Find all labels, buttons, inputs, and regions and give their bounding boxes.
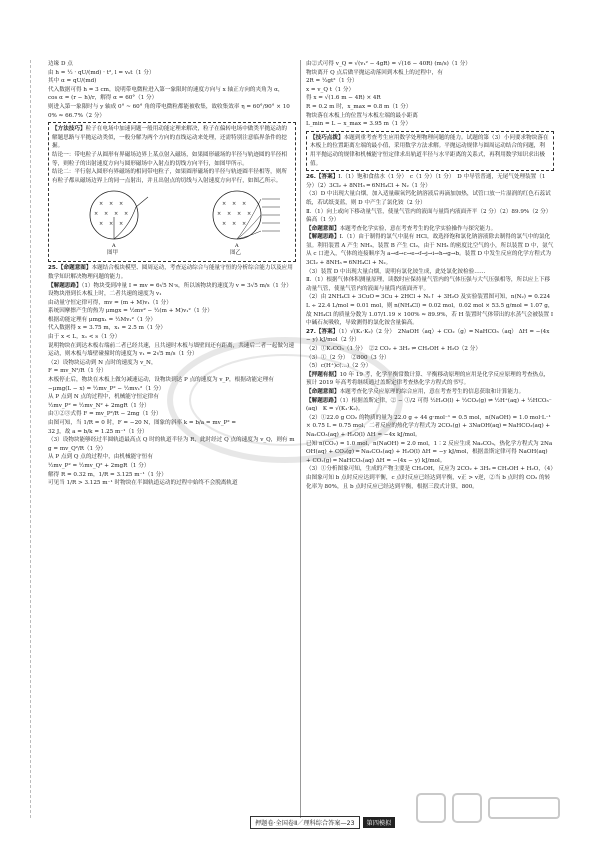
text-line: 物块离开 Q 点后做平抛运动落回到木板上的过程中，有 bbox=[306, 69, 443, 76]
text-line: （5）c(H⁺)c(…)（2 分） bbox=[306, 363, 372, 370]
text-line: 从 P 点到 Q 点的过程中，由机械能守恒有 bbox=[48, 454, 153, 461]
text-line: （2）①K₂CO₃（1 分） ②2 CO₂ + 3H₂ ⇌ CH₃OH + H₂O（2 分） bbox=[306, 346, 481, 352]
text-line: 由于 x < L，x₁ < s（1 分） bbox=[48, 334, 121, 341]
method-tip-box bbox=[48, 122, 296, 262]
svg-text:×: × bbox=[247, 211, 252, 218]
svg-text:×: × bbox=[119, 201, 124, 208]
svg-text:×: × bbox=[109, 221, 114, 228]
text-line: 由①②③式得 F = mv_P²/R − 2mg（1 分） bbox=[48, 411, 162, 418]
text-line: 2R = ½gt²（1 分） bbox=[306, 78, 358, 85]
svg-text:×: × bbox=[232, 201, 237, 208]
footer-badge: 第四模拟 bbox=[363, 817, 396, 828]
method-tip-body: 结论一：带电粒子从圆形有界磁场边界上某点射入磁场，如果圆形磁场的半径与轨迹圆的半径相等，则粒子的出射速度方向与圆形磁场中入射点的切线方向平行，如图甲所示。 bbox=[52, 151, 287, 167]
text-line: 代入数据可得 h = 3 cm，说明带电微粒进入第一象限时的速度方向与 x 轴正方向的夹角为 α， bbox=[48, 86, 284, 93]
text-line: 由图可知，当 1/R = 0 时，F = −20 N，图象的斜率 k = b/a = mv_P² = bbox=[48, 420, 237, 426]
svg-text:×: × bbox=[242, 221, 247, 228]
binding-margin-line bbox=[30, 60, 31, 818]
svg-text:×: × bbox=[119, 221, 124, 228]
figure-b-caption: 图乙 bbox=[230, 250, 242, 257]
q27-prediction: 10 年 19 考，化学平衡常数计算、平衡移动原理的应用是化学反应原理的考查热点，预计 2019 年高考将继续通过盖斯定律考查热化学方程式的书写。 bbox=[306, 371, 550, 387]
svg-text:×: × bbox=[104, 211, 109, 218]
text-line: x = v_Q t（1 分） bbox=[306, 86, 355, 93]
text-line: （2）设物块运动到 N 点时的速度为 v_N， bbox=[48, 359, 157, 366]
skill-tip-title: 【技巧点拨】 bbox=[310, 134, 344, 141]
text-line: 得 x = √(1.6 m − 4R) × 4R bbox=[306, 95, 381, 102]
skill-tip-body: 本题到重考查考生应用数学处理物理问题的能力。试题的第（3）小问要求物块落在木板上的位置距离左端的最小值，采用数学方法求解。平抛运动规律与圆周运动结合的问题，利用平抛运动的规律和机械能守恒定律求出轨道半径与水平距离的关系式，再利用数学知识求出极值。 bbox=[310, 134, 549, 167]
q25-intent: 本题结合板块模型、圆周运动，考查运动综合与能量守恒的分析综合能力以及应用数学知识解决物理问题的能力。 bbox=[48, 265, 293, 280]
text-line: −μmg(L − x) = ½mv_P² − ½mv₁²（1 分） bbox=[48, 385, 165, 392]
svg-text:×: × bbox=[114, 211, 119, 218]
left-column bbox=[48, 60, 296, 488]
text-line: R = 0.2 m 时，x_max = 0.8 m（1 分） bbox=[306, 103, 412, 110]
text-line: （3）①分析图象可知，生成的产物主要是 CH₃OH，反应为 2CO₂ + 3H₂ ═ CH₃OH + H₂O，（4）由图象可知 b 点时反应达到平衡，c 点时反应已经达到平衡，v正 > v逆，②当 b 点时的 CO₂ 的转化率为 80%，且 b 点时反应已经达到平衡，根据三段式计算，800。 bbox=[306, 466, 554, 490]
method-tip-body: 结论二：平行射入圆形有界磁场的相同带电粒子，如果圆形磁场的半径与轨迹圆半径相等，则所有粒子都从磁场边界上的同一点射出，并且出射点的切线与入射速度方向平行，如图乙所示。 bbox=[52, 169, 287, 184]
figure-b-diagram bbox=[192, 187, 282, 249]
q27-intent: 本题考查化学反应原理的综合应用，意在考查考生的信息获取和计算能力。 bbox=[339, 388, 525, 395]
text-line: （3）设物块能够经过半圆轨道最高点 Q 时的轨道半径为 R，此时经过 Q 点的速度为 v_Q，则有 mg = mv_Q²/R（1 分） bbox=[48, 437, 295, 452]
text-line: （3）D 中出现大量白烟，加入适量碳氧钙化钠溶液后再滴加加热，试管口放一片湿润的红色石蕊试纸，若试纸变蓝，则 D 中产生了氯化铵（2 分） bbox=[306, 191, 551, 206]
text-line: ½mv_P² = ½mv_N² + 2mgR（1 分） bbox=[48, 402, 150, 409]
text-line: 木板停止后，物块在木板上做匀减速运动，设物块到达 P 点的速度为 v_P，根据动能定理有 bbox=[48, 377, 274, 384]
svg-text:×: × bbox=[222, 221, 227, 228]
method-tip-title: 【方法技巧】 bbox=[52, 126, 86, 133]
text-line: Ⅱ.（1）根据气体体积测量原理，读数时应保持量气管内的气体压强与大气压强相等，所以应上下移动量气管，使量气管内的液面与量筒内液面齐平。 bbox=[306, 277, 551, 292]
text-line: Ⅰ.（1）饱和食盐水（1 分） c（1 分）（1 分） D 中导管普通，无尾气处理装置（1 分）（2）3Cl₂ + 8NH₃ ═ 6NH₄Cl + N₂（1 分） bbox=[306, 174, 546, 189]
text-line: （3）①（2 分） ②800（3 分） bbox=[306, 354, 390, 361]
svg-text:×: × bbox=[217, 211, 222, 218]
text-line: 已知 n(CO₂) = 1.0 mol，n(NaOH) = 2.0 mol，1∶2 反应生成 Na₂CO₃，热化学方程式为 2NaOH(aq) + CO₂(g) ═ Na₂CO₃(aq) + H₂O(l) ΔH = −y kJ/mol，根据盖斯定律可得 NaOH(aq) + CO₂(g) ═ NaHCO₃(aq) ΔH = −(4x − y) kJ/mol。 bbox=[306, 440, 553, 464]
q27-prediction-heading: 【押题有据】 bbox=[306, 371, 340, 378]
text-line: 边缘 D 点 bbox=[48, 61, 73, 67]
text-line: 由 h = ½ · qU/(md) · t², l = v₀t（1 分） bbox=[48, 69, 155, 76]
text-line: Ⅱ.（1）向上或向下移动量气管，使量气管内的液面与量筒内液面齐平（2 分）（2）89.9%（2 分）偏高（1 分） bbox=[306, 208, 552, 224]
svg-text:×: × bbox=[237, 211, 242, 218]
text-line: 设物块滑到长木板上时，二者共速的速度为 v₁ bbox=[48, 291, 162, 298]
text-line: （3）装置 D 中出现大量白烟，说明有氯化铵生成，此处氯化铵检验…… bbox=[306, 268, 486, 275]
text-line: cos α = (r − h)/r，解得 α = 60°（1 分） bbox=[48, 95, 158, 102]
text-line: 系统因摩擦产生的热为 μmgx = ½mv² − ½(m + M)v₁²（1 分） bbox=[48, 308, 213, 315]
text-line: 代入数据得 x = 3.75 m，x₁ = 2.5 m（1 分） bbox=[48, 325, 167, 332]
text-line: 从 P 点到 N 点的过程中，机械能守恒定律有 bbox=[48, 394, 159, 401]
text-line: 由动量守恒定律可得，mv = (m + M)v₁（1 分） bbox=[48, 299, 172, 306]
figure-a-caption: 图甲 bbox=[107, 250, 119, 257]
text-line: （1）根据盖斯定律，② − ①/2 可得 ½H₂O(l) + ½CO₂(g) ⇌ ½H⁺(aq) + ½HCO₃⁻(aq) K = √(K₁·K₂)。 bbox=[306, 397, 552, 413]
column-divider bbox=[300, 60, 301, 818]
fig-b-point-label: A bbox=[235, 243, 239, 250]
svg-text:×: × bbox=[124, 211, 129, 218]
fig-a-point-label: A bbox=[112, 243, 116, 250]
q27-solution-heading: 【解题思路】 bbox=[306, 397, 340, 404]
q26-heading: 26.【答案】 bbox=[306, 174, 339, 181]
q26-solution-heading: 【解题思路】 bbox=[306, 234, 340, 241]
q25-heading: 25.【命题意图】 bbox=[48, 265, 92, 272]
text-line: ½mv_P² = ½mv_Q² + 2mgR（1 分） bbox=[48, 462, 150, 469]
text-line: 根据动能定理有 μmgx₁ = ½Mv₁²（1 分） bbox=[48, 316, 157, 323]
text-line: 解得 R = 0.32 m，1/R = 3.125 m⁻¹（1 分） bbox=[48, 471, 167, 478]
text-line: 可见当 1/R > 3.125 m⁻¹ 时物块在半圆轨道运动的过程中始终不会脱离轨道 bbox=[48, 480, 238, 487]
svg-text:×: × bbox=[242, 201, 247, 208]
text-line: （2）由 2NH₄Cl + 3CuO ═ 3Cu + 2HCl + N₂↑ + 3H₂O 及实验装置图可知，n(N₂) = 0.224 L ÷ 22.4 L/mol = 0.01 mol，则 n(NH₄Cl) = 0.02 mol，0.02 mol × 53.5 g/mol = 1.07 g，故 NH₄Cl 的质量分数为 1.07/1.19 × 100% ≈ 89.9%，若 H 装置时气体带出的水蒸气会被装置 I 中碱石灰吸收，导致测得的氯化铵含量偏高。 bbox=[306, 294, 554, 327]
page-footer bbox=[250, 816, 395, 828]
magnetic-field-figures bbox=[52, 187, 292, 257]
skill-tip-box bbox=[306, 131, 554, 171]
text-line: 说明物块在到达木板右端前二者已经共速，且共速时木板与墙壁间还有距离，共速后二者一起做匀速运动，则木板与墙壁碰撞时的速度为 v₁ = 2√5 m/s（1 分） bbox=[48, 342, 295, 358]
text-line: L_min = L − x_max = 3.95 m（1 分） bbox=[306, 121, 412, 128]
svg-text:×: × bbox=[109, 201, 114, 208]
method-tip-body: 粒子在电场中加速问题一般用动能定理来解决，粒子在偏转电场中做类平抛运动的解题思路与平抛运动类似，一般分解为两个方向的直线运动来处理，还需特别注意临界条件的挖掘。 bbox=[52, 126, 287, 150]
text-line: 物块落在木板上的位置与木板左端的最小距离 bbox=[306, 112, 418, 119]
text-line: Ⅰ.（1）由于制得的氯气中混有 HCl，故选择饱和氯化钠溶液除去制得的氯气中的氯化氢。利用装置 A 产生 NH₃，装置 B 产生 Cl₂，由于 NH₃ 的密度比空气的小，所以装置 D 中，氨气从 c 口进入，气体的连接顺序为 a→d→c→e→f→j→i→h→g→b。装置 D 中发生反应的化学方程式为 3Cl₂ + 8NH₃ ═ 6NH₄Cl + N₂。 bbox=[306, 234, 554, 267]
q27-intent-heading: 【命题意图】 bbox=[306, 388, 340, 395]
text-line: 其中 α = qU/(md) bbox=[48, 78, 97, 85]
text-line: （2）①22.0 g CO₂ 的物质的量为 22.0 g ÷ 44 g·mol⁻¹ = 0.5 mol，n(NaOH) = 1.0 mol·L⁻¹ × 0.75 L = 0.75 mol，二者反应的热化学方程式为 2CO₂(g) + 3NaOH(aq) ═ NaHCO₃(aq) + Na₂CO₃(aq) + H₂O(l) ΔH = −4x kJ/mol。 bbox=[306, 414, 551, 438]
text-line: （1）√(K₁·K₂)（2 分） 2NaOH（aq）+ CO₂（g）═ NaHCO₃（aq） ΔH = −(4x − y) kJ/mol（2 分） bbox=[306, 328, 550, 344]
svg-text:×: × bbox=[94, 211, 99, 218]
figure-a-diagram bbox=[74, 187, 154, 249]
q27-heading: 27.【答案】 bbox=[306, 328, 339, 335]
svg-text:×: × bbox=[227, 211, 232, 218]
text-line: 32 J，故 a = b/k = 1.25 m⁻¹（1 分） bbox=[48, 428, 148, 435]
text-line: 则进入第一象限时与 y 轴成 0° ~ 60° 角的带电微粒都能被收集，故收集效率 η = 60°/90° × 100% ≈ 66.7%（2 分） bbox=[48, 103, 290, 119]
corner-logo bbox=[415, 788, 565, 828]
q26-intent-heading: 【命题意图】 bbox=[306, 225, 340, 232]
q25-solution-heading: 【解题思路】 bbox=[48, 282, 82, 289]
q26-intent: 本题考查化学实验，意在考查考生的化学实验操作与探究能力。 bbox=[339, 225, 497, 232]
svg-text:×: × bbox=[222, 201, 227, 208]
text-line: F = mv_N²/R（1 分） bbox=[48, 368, 107, 375]
text-line: （1）物块受到冲量 I = mv = 6√5 N·s，所以该物块的速度为 v = 3√5 m/s（1 分） bbox=[81, 282, 292, 289]
svg-text:×: × bbox=[99, 201, 104, 208]
right-column bbox=[306, 60, 554, 491]
text-line: 由②式可得 v_Q = √(v₁² − 4gR) = √(16 − 40R) (m/s)（1 分） bbox=[306, 61, 471, 67]
svg-text:×: × bbox=[99, 221, 104, 228]
footer-page-label: 押题卷·全国卷Ⅱ／理科综合答案—23 bbox=[250, 816, 360, 829]
svg-text:×: × bbox=[232, 221, 237, 228]
